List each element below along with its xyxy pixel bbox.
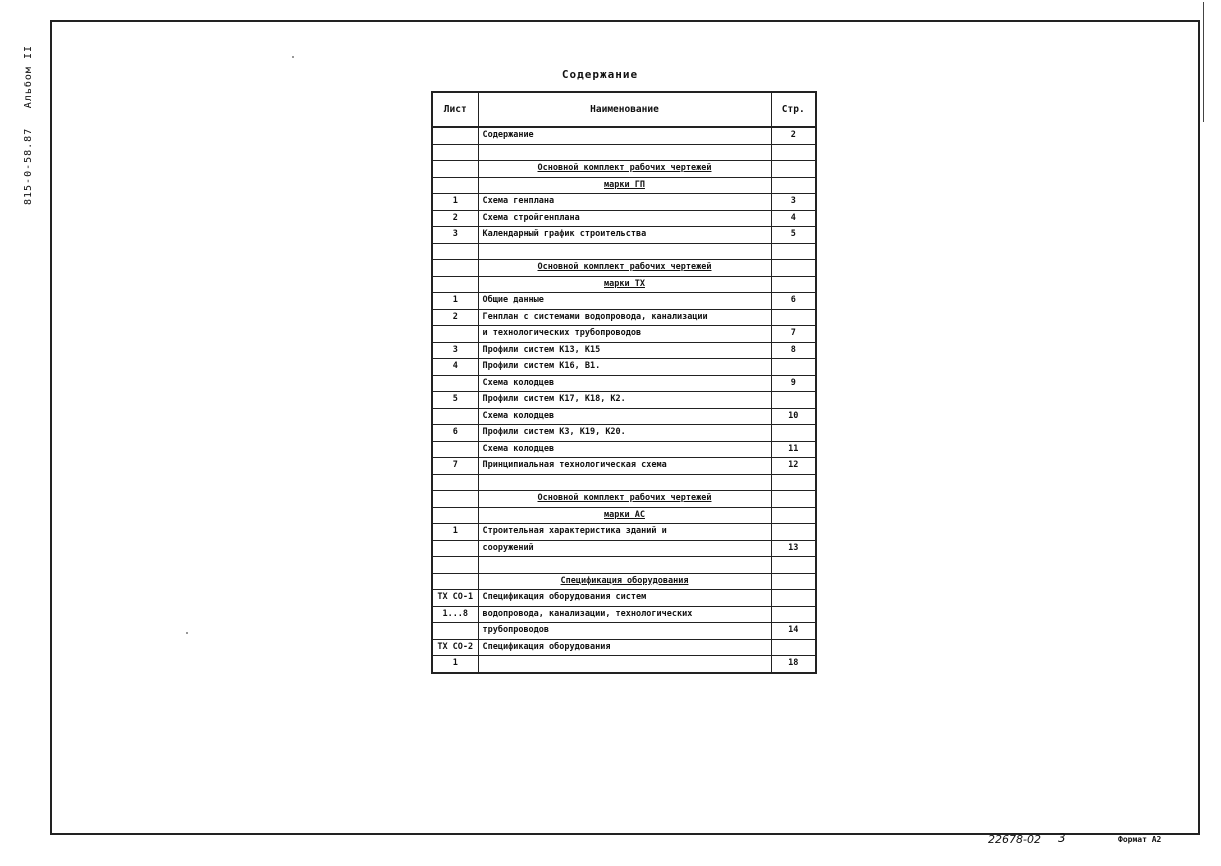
row-page: [771, 425, 816, 442]
row-sheet-number: [432, 441, 478, 458]
table-row: [432, 458, 816, 475]
row-name: Схема стройгенплана: [478, 210, 771, 227]
table-row: [432, 326, 816, 343]
row-page: 13: [771, 540, 816, 557]
row-sheet-number: 5: [432, 392, 478, 409]
sheet-number: 3: [1058, 831, 1066, 845]
row-name: [478, 557, 771, 574]
row-sheet-number: [432, 491, 478, 508]
table-row: [432, 474, 816, 491]
section-heading: [478, 491, 771, 508]
row-sheet-number: [432, 557, 478, 574]
row-sheet-number: 1...8: [432, 606, 478, 623]
section-heading-text: Основной комплект рабочих чертежей: [537, 163, 712, 173]
table-row: [432, 276, 816, 293]
table-row: [432, 359, 816, 376]
format-label: Формат А2: [1118, 835, 1162, 844]
header-name: Наименование: [478, 92, 771, 127]
side-label-rotated: [23, 45, 34, 205]
row-sheet-number: 3: [432, 227, 478, 244]
table-row: [432, 408, 816, 425]
scan-speck: [186, 632, 188, 634]
row-page: [771, 309, 816, 326]
table-row: [432, 127, 816, 144]
header-page: Стр.: [771, 92, 816, 127]
row-sheet-number: [432, 408, 478, 425]
side-label-code: 815-0-58.87: [23, 127, 34, 205]
table-row: [432, 144, 816, 161]
row-sheet-number: 1: [432, 293, 478, 310]
table-row: [432, 524, 816, 541]
row-sheet-number: 4: [432, 359, 478, 376]
row-sheet-number: [432, 474, 478, 491]
row-page: [771, 606, 816, 623]
section-heading-text: Основной комплект рабочих чертежей: [537, 262, 712, 272]
row-name: Схема колодцев: [478, 441, 771, 458]
row-sheet-number: [432, 243, 478, 260]
row-name: Спецификация оборудования: [478, 639, 771, 656]
section-heading-text: Спецификация оборудования: [560, 575, 689, 586]
row-sheet-number: [432, 276, 478, 293]
section-heading: [478, 276, 771, 293]
row-sheet-number: [432, 540, 478, 557]
row-page: 11: [771, 441, 816, 458]
section-heading: [478, 507, 771, 524]
row-name: [478, 656, 771, 673]
row-page: [771, 573, 816, 590]
row-sheet-number: [432, 260, 478, 277]
section-heading: [478, 161, 771, 178]
row-name: Профили систем К16, В1.: [478, 359, 771, 376]
table-row: [432, 210, 816, 227]
header-sheet: Лист: [432, 92, 478, 127]
row-name: Схема колодцев: [478, 375, 771, 392]
table-row: [432, 557, 816, 574]
row-sheet-number: ТХ СО-1: [432, 590, 478, 607]
row-page: [771, 359, 816, 376]
row-sheet-number: 2: [432, 210, 478, 227]
row-sheet-number: ТХ СО-2: [432, 639, 478, 656]
section-heading: [478, 260, 771, 277]
row-sheet-number: [432, 623, 478, 640]
row-sheet-number: [432, 507, 478, 524]
table-row: [432, 639, 816, 656]
row-page: [771, 474, 816, 491]
table-row: [432, 656, 816, 673]
row-page: [771, 144, 816, 161]
table-row: [432, 260, 816, 277]
row-page: 10: [771, 408, 816, 425]
row-page: [771, 507, 816, 524]
row-name: Спецификация оборудования систем: [478, 590, 771, 607]
table-row: [432, 540, 816, 557]
table-row: [432, 293, 816, 310]
row-sheet-number: 1: [432, 194, 478, 211]
table-row: [432, 342, 816, 359]
row-sheet-number: 6: [432, 425, 478, 442]
row-page: [771, 491, 816, 508]
row-sheet-number: [432, 177, 478, 194]
table-row: [432, 606, 816, 623]
table-row: [432, 425, 816, 442]
row-name: Общие данные: [478, 293, 771, 310]
section-heading-text: марки АС: [604, 509, 645, 520]
row-sheet-number: [432, 127, 478, 144]
row-page: [771, 177, 816, 194]
document-code: 22678-02: [988, 833, 1041, 846]
table-row: [432, 392, 816, 409]
table-row: [432, 243, 816, 260]
row-sheet-number: 3: [432, 342, 478, 359]
row-name: Схема генплана: [478, 194, 771, 211]
scan-speck: [292, 56, 294, 58]
row-name: Содержание: [478, 127, 771, 144]
row-name: Строительная характеристика зданий и: [478, 524, 771, 541]
table-row: [432, 623, 816, 640]
row-sheet-number: [432, 144, 478, 161]
table-header-row: [432, 92, 816, 127]
section-heading-text: марки ТХ: [604, 278, 645, 289]
row-name: Генплан с системами водопровода, канализации: [478, 309, 771, 326]
row-page: 9: [771, 375, 816, 392]
row-sheet-number: 1: [432, 656, 478, 673]
row-name: водопровода, канализации, технологических: [478, 606, 771, 623]
table-row: [432, 441, 816, 458]
row-page: [771, 276, 816, 293]
row-name: [478, 474, 771, 491]
row-sheet-number: [432, 375, 478, 392]
row-page: [771, 161, 816, 178]
row-sheet-number: [432, 573, 478, 590]
section-heading-text: Основной комплект рабочих чертежей: [537, 493, 712, 503]
row-page: 14: [771, 623, 816, 640]
side-label: [23, 45, 47, 205]
row-page: [771, 392, 816, 409]
row-page: [771, 524, 816, 541]
row-name: [478, 243, 771, 260]
row-page: [771, 590, 816, 607]
page-title: Содержание: [561, 68, 639, 81]
row-name: Профили систем К13, К15: [478, 342, 771, 359]
row-name: и технологических трубопроводов: [478, 326, 771, 343]
table-row: [432, 309, 816, 326]
row-page: [771, 639, 816, 656]
row-name: Профили систем К17, К18, К2.: [478, 392, 771, 409]
table-row: [432, 194, 816, 211]
row-page: 8: [771, 342, 816, 359]
side-label-album: Альбом II: [23, 45, 34, 109]
row-sheet-number: 2: [432, 309, 478, 326]
row-page: [771, 557, 816, 574]
row-page: 3: [771, 194, 816, 211]
row-page: 12: [771, 458, 816, 475]
table-row: [432, 491, 816, 508]
table-row: [432, 507, 816, 524]
row-page: 6: [771, 293, 816, 310]
sheet-edge-line: [1203, 2, 1218, 122]
row-page: 7: [771, 326, 816, 343]
row-sheet-number: [432, 161, 478, 178]
row-page: [771, 260, 816, 277]
table-body: [432, 127, 816, 673]
contents-table: [431, 91, 817, 674]
row-name: трубопроводов: [478, 623, 771, 640]
row-name: Принципиальная технологическая схема: [478, 458, 771, 475]
row-name: Схема колодцев: [478, 408, 771, 425]
row-page: 5: [771, 227, 816, 244]
row-name: Профили систем К3, К19, К20.: [478, 425, 771, 442]
table-row: [432, 227, 816, 244]
row-sheet-number: [432, 326, 478, 343]
row-page: 18: [771, 656, 816, 673]
row-name: Календарный график строительства: [478, 227, 771, 244]
table-row: [432, 161, 816, 178]
section-heading: [478, 177, 771, 194]
row-sheet-number: 7: [432, 458, 478, 475]
row-name: [478, 144, 771, 161]
row-page: 2: [771, 127, 816, 144]
row-name: сооружений: [478, 540, 771, 557]
table-row: [432, 590, 816, 607]
section-heading-text: марки ГП: [604, 179, 645, 190]
row-sheet-number: 1: [432, 524, 478, 541]
row-page: 4: [771, 210, 816, 227]
row-page: [771, 243, 816, 260]
table-row: [432, 177, 816, 194]
table-row: [432, 573, 816, 590]
section-heading: [478, 573, 771, 590]
table-row: [432, 375, 816, 392]
